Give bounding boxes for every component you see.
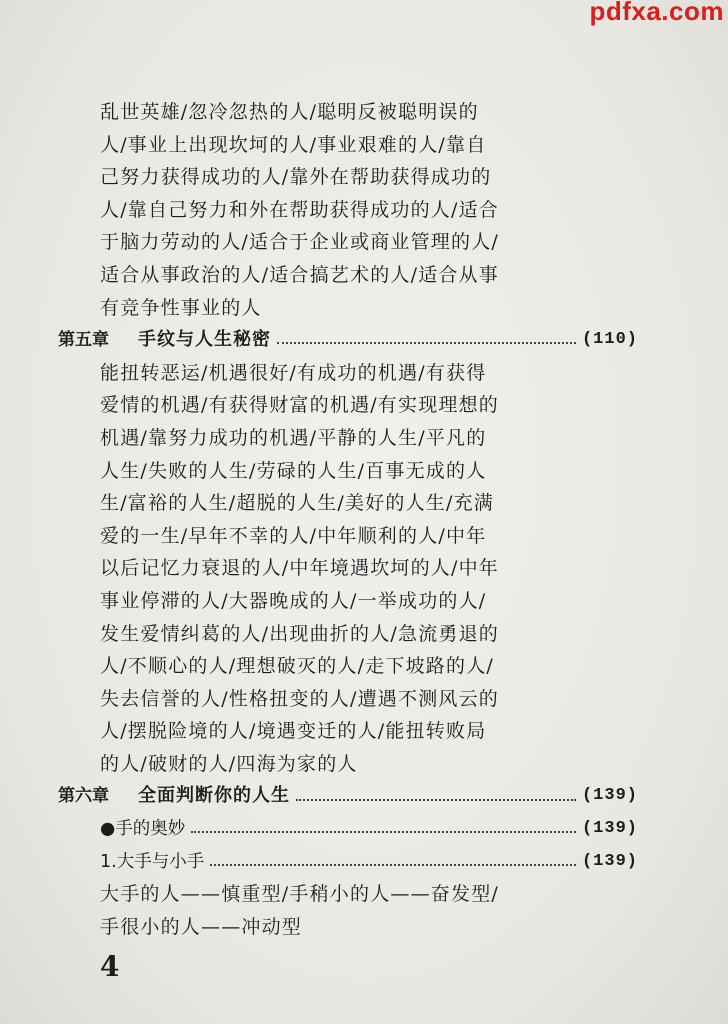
toc-text-line: 事业停滞的人/大器晚成的人/一举成功的人/ [100,589,487,612]
toc-text-line: 爱情的机遇/有获得财富的机遇/有实现理想的 [100,394,500,417]
toc-text-line: 手很小的人——冲动型 [100,915,303,938]
section-page: (139) [581,851,638,871]
toc-text-line: 发生爱情纠葛的人/出现曲折的人/急流勇退的 [100,622,500,645]
toc-text-line: 爱的一生/早年不幸的人/中年顺利的人/中年 [100,524,487,547]
toc-text-line: 人/事业上出现坎坷的人/事业艰难的人/靠自 [100,133,487,156]
chapter-title: 手纹与人生秘密 [138,329,271,351]
toc-text-line: 失去信誉的人/性格扭变的人/遭遇不测风云的 [100,687,500,710]
toc-text-line: 乱世英雄/忽冷忽热的人/聪明反被聪明误的 [100,101,479,123]
toc-text-line: 大手的人——慎重型/手稍小的人——奋发型/ [100,883,500,906]
toc-text-line: 有竞争性事业的人 [100,296,262,319]
toc-text-line: 适合从事政治的人/适合搞艺术的人/适合从事 [100,263,500,286]
section-page: (139) [581,819,638,839]
chapter-page: (139) [581,786,638,806]
toc-text-line: 于脑力劳动的人/适合于企业或商业管理的人/ [100,231,500,254]
chapter-number: 第六章 [58,786,109,807]
dot-leader [296,799,576,801]
toc-text-line: 能扭转恶运/机遇很好/有成功的机遇/有获得 [100,361,487,384]
dot-leader [191,831,576,833]
toc-text-line: 人/不顺心的人/理想破灭的人/走下坡路的人/ [100,655,495,678]
section-hand-entry [58,813,638,846]
toc-text-line: 人/靠自己努力和外在帮助获得成功的人/适合 [100,198,500,221]
table-of-contents [58,96,638,943]
dot-leader [210,864,576,866]
chapter-6-entry [58,780,638,813]
toc-text-line: 以后记忆力衰退的人/中年境遇坎坷的人/中年 [100,557,500,580]
toc-text-line: 机遇/靠努力成功的机遇/平静的人生/平凡的 [100,426,487,449]
chapter-5-entry [58,324,638,357]
chapter-title: 全面判断你的人生 [138,785,290,807]
toc-text-line: 生/富裕的人生/超脱的人生/美好的人生/充满 [100,492,495,515]
dot-leader [277,342,576,344]
chapter-page: (110) [581,330,638,350]
toc-text-line: 人生/失败的人生/劳碌的人生/百事无成的人 [100,459,487,482]
toc-text-line: 己努力获得成功的人/靠外在帮助获得成功的 [100,166,492,189]
chapter-number: 第五章 [58,330,109,351]
watermark: pdfxa.com [589,0,724,26]
section-big-small-entry [58,846,638,879]
page-number: 4 [100,950,120,983]
toc-text-line: 的人/破财的人/四海为家的人 [100,752,358,775]
section-title: 1.大手与小手 [100,851,205,872]
toc-text-line: 人/摆脱险境的人/境遇变迁的人/能扭转败局 [100,720,487,743]
section-title: ●手的奥妙 [100,819,186,840]
